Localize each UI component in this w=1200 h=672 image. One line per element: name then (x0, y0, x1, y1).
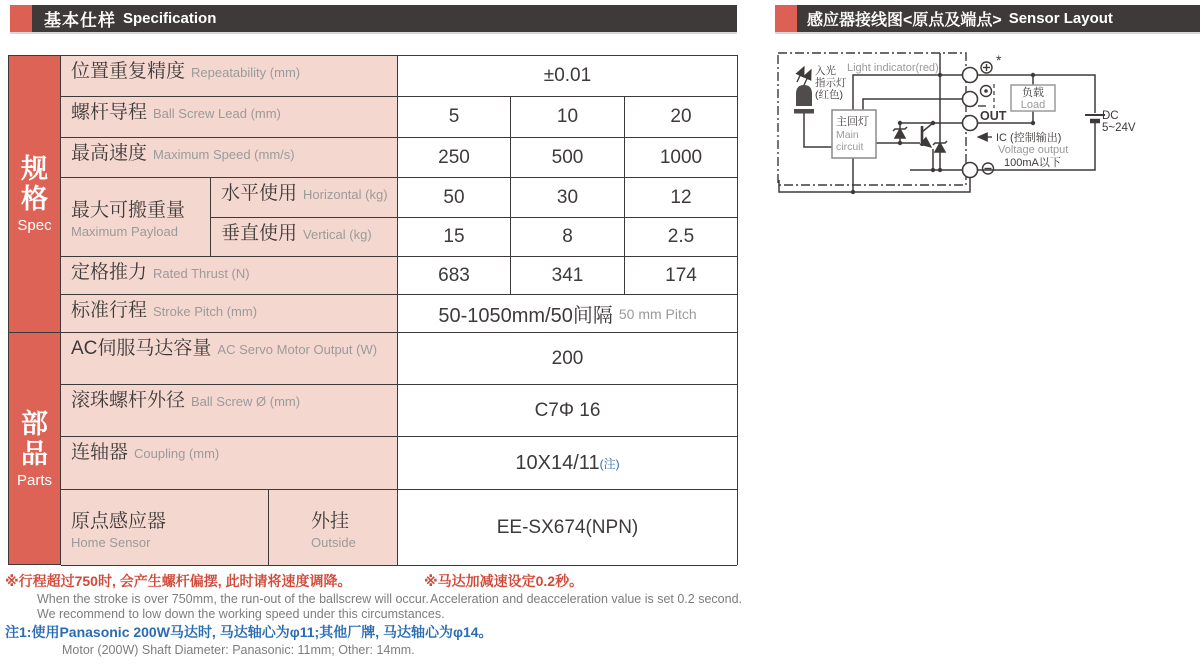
row-coupling (61, 437, 737, 490)
section-spec-en: Spec (17, 217, 52, 234)
main-circuit-label-en: circuit (836, 141, 864, 153)
value-horizontal-2: 30 (511, 178, 625, 218)
sensor-header-title-en: Sensor Layout (1008, 10, 1113, 27)
value-speed-3: 1000 (625, 138, 737, 178)
row-thrust (61, 257, 737, 295)
value-speed-1: 250 (398, 138, 511, 178)
label-motor: AC伺服马达容量 AC Servo Motor Output (W) (61, 333, 398, 385)
row-lead (61, 97, 737, 138)
spec-header-title-en: Specification (123, 10, 217, 27)
row-speed (61, 138, 737, 178)
row-repeatability (61, 56, 737, 97)
dc-label: DC (1102, 110, 1119, 122)
value-home-sensor: EE-SX674(NPN) (398, 490, 737, 566)
row-payload-vertical (211, 218, 737, 257)
plus-terminal-icon (981, 62, 992, 73)
value-repeatability: ±0.01 (398, 56, 737, 97)
label-repeatability: 位置重复精度 Repeatability (mm) (61, 56, 398, 97)
label-screw: 滚珠螺杆外径 Ball Screw Ø (mm) (61, 385, 398, 437)
light-indicator-label-zh: 入光 (815, 65, 836, 77)
row-motor (61, 333, 737, 385)
note-accel-en: Acceleration and deacceleration value is set 0.2 second. (430, 592, 742, 606)
value-speed-2: 500 (511, 138, 625, 178)
label-coupling: 连轴器 Coupling (mm) (61, 437, 398, 490)
sensor-wiring-diagram (770, 40, 1200, 255)
value-lead-3: 20 (625, 97, 737, 138)
light-indicator-label-zh: (红色) (815, 89, 843, 101)
sensor-header-bar (775, 5, 1200, 32)
zener-diode-1 (893, 127, 907, 138)
value-lead-2: 10 (511, 97, 625, 138)
row-screw (61, 385, 737, 437)
note-stroke-warning-zh: ※行程超过750时, 会产生螺杆偏摆, 此时请将速度调降。 (5, 573, 352, 589)
row-payload (61, 178, 737, 257)
zener-diode-2 (933, 141, 947, 152)
sensor-header-title-zh: 感应器接线图<原点及端点> (807, 12, 1002, 29)
terminal-circles (963, 68, 978, 178)
row-stroke (61, 295, 737, 333)
value-horizontal-3: 12 (625, 178, 737, 218)
note-accel-zh: ※马达加减速设定0.2秒。 (424, 573, 584, 589)
value-stroke: 50-1050mm/50间隔 50 mm Pitch (398, 295, 737, 333)
label-home-sensor: 原点感应器 Home Sensor (61, 490, 269, 566)
note-stroke-warning-en2: We recommend to low down the working speed under this circumstances. (37, 607, 445, 621)
value-horizontal-1: 50 (398, 178, 511, 218)
note-shaft-en: Motor (200W) Shaft Diameter: Panasonic: 11mm; Other: 14mm. (62, 643, 415, 657)
led-indicator-icon (794, 67, 814, 114)
out-terminal-label: OUT (980, 109, 1007, 123)
asterisk-mark: * (996, 52, 1002, 68)
section-spec-char: 格 (21, 184, 48, 214)
label-stroke: 标准行程 Stroke Pitch (mm) (61, 295, 398, 333)
spec-table (8, 55, 738, 565)
label-payload: 最大可搬重量 Maximum Payload (61, 178, 211, 257)
ic-output-label: IC (控制输出) (996, 132, 1062, 144)
label-vertical: 垂直使用 Vertical (kg) (211, 218, 398, 257)
section-spec (9, 56, 61, 333)
red-accent-square (775, 5, 797, 32)
label-home-outside: 外挂 Outside (269, 490, 398, 566)
light-indicator-label-en: Light indicator(red) (847, 62, 939, 74)
note-shaft-zh: 注1:使用Panasonic 200W马达时, 马达轴心为φ11;其他厂牌, 马达轴心为φ14。 (5, 624, 493, 640)
row-home-sensor (61, 490, 737, 566)
spec-header-title-zh: 基本仕样 (44, 11, 116, 30)
section-parts-en: Parts (16, 471, 52, 489)
value-lead-1: 5 (398, 97, 511, 138)
red-accent-square (10, 5, 32, 32)
note-reference: (注) (599, 456, 620, 471)
light-indicator-label-zh: 指示灯 (815, 77, 847, 89)
current-limit-label: 100mA以下 (1004, 157, 1061, 169)
section-parts-char: 部 (21, 408, 48, 439)
dc-voltage-label: 5~24V (1102, 122, 1136, 134)
label-thrust: 定格推力 Rated Thrust (N) (61, 257, 398, 295)
value-motor: 200 (398, 333, 737, 385)
load-label-en: Load (1020, 99, 1046, 111)
value-vertical-1: 15 (398, 218, 511, 257)
note-stroke-warning-en1: When the stroke is over 750mm, the run-out of the ballscrew will occur. (37, 592, 429, 606)
value-vertical-2: 8 (511, 218, 625, 257)
spec-header-bar (10, 5, 737, 32)
label-speed: 最高速度 Maximum Speed (mm/s) (61, 138, 398, 178)
main-circuit-label-zh: 主回灯 (836, 116, 869, 128)
value-thrust-1: 683 (398, 257, 511, 295)
label-lead: 螺杆导程 Ball Screw Lead (mm) (61, 97, 398, 138)
value-thrust-3: 174 (625, 257, 737, 295)
value-vertical-3: 2.5 (625, 218, 737, 257)
light-output-terminal-icon (978, 84, 994, 108)
section-parts (9, 333, 61, 564)
section-spec-char: 规 (21, 154, 48, 184)
section-parts-char: 品 (21, 438, 48, 469)
row-payload-horizontal (211, 178, 737, 218)
label-horizontal: 水平使用 Horizontal (kg) (211, 178, 398, 218)
load-box (1011, 85, 1055, 111)
main-circuit-box (832, 110, 876, 158)
value-coupling: 10X14/11 (注) (398, 437, 737, 490)
minus-terminal-icon (983, 163, 994, 174)
value-thrust-2: 341 (511, 257, 625, 295)
value-screw: C7Φ 16 (398, 385, 737, 437)
main-circuit-label-en: Main (836, 129, 859, 141)
voltage-output-label: Voltage output (998, 144, 1069, 156)
load-label-zh: 负载 (1022, 87, 1044, 99)
